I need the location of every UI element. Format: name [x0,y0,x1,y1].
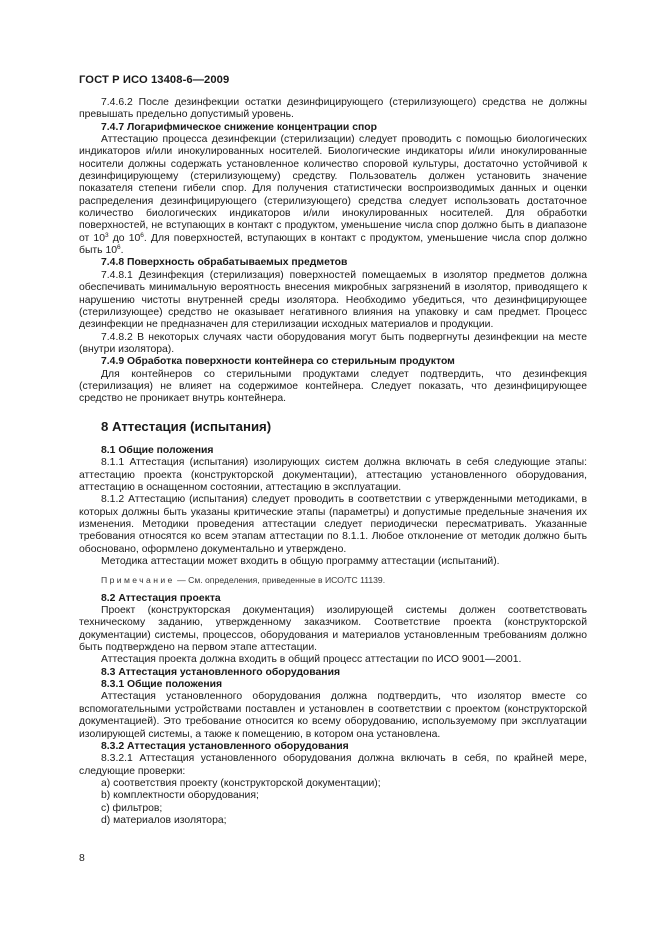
heading-section-8: 8 Аттестация (испытания) [101,418,272,434]
paragraph-8-3-1: Аттестация установленного оборудования должна подтвердить, что изолятор вместе со вспомогательными устройствами поставлен и установлен в соответствии с проектом (конструкторской документацией). Это требование относится ко всему оборудованию, используемому при эксплуатации изолирующей системы, а также к помещению, в котором она установлена. [79,691,587,740]
text-segment: . [120,245,124,257]
heading-8-1: 8.1 Общие положения [101,444,214,456]
paragraph-7-4-8-2: 7.4.8.2 В некоторых случаях части оборудования могут быть подвергнуты дезинфекции на месте (внутри изолятора). [79,331,587,355]
note-text: — См. определения, приведенные в ИСО/ТС 11139. [174,575,386,586]
text-segment: . Для поверхностей, вступающих в контакт с продуктом, уменьшение числа спор должно быть 10 [79,232,587,257]
document-header: ГОСТ Р ИСО 13408-6—2009 [79,74,230,86]
superscript: 6 [140,231,144,239]
note-label: Примечание [101,575,175,586]
text-segment: Аттестацию процесса дезинфекции (стерилизации) следует проводить с помощью биологических индикаторов и/или инокулированных носителей. Биологические индикаторы и/или инокулированные носители должны содержать установленное количество споровой культуры, достаточно устойчивой к дезинфицирующему (стерилизующему) средству. Пользователь должен установить значение показателя степени гибели спор. Для получения статистически воспроизводимых данных и оценки распределения дезинфицирующего (стерилизующего) средства следует использовать достаточное количество биологических индикаторов и/или инокулированных носителей. Для обработки поверхностей, не вступающих в контакт с продуктом, уменьшение числа спор должно быть в диапазоне от 10 [79,134,587,244]
note [79,574,587,586]
heading-7-4-7: 7.4.7 Логарифмическое снижение концентрации спор [101,121,377,133]
document-body [79,97,587,827]
text-segment: до 10 [108,232,141,244]
page-number: 8 [79,853,85,864]
superscript: 6 [117,244,121,252]
superscript: 3 [105,231,109,239]
paragraph-8-2: Проект (конструкторская документация) изолирующей системы должен соответствовать техническому заданию, утвержденному заказчиком. Соответствие проекта (конструкторской документации) системы, процессов, оборудования и материалов установленным требованиям должно быть подтверждено на первом этапе аттестации. [79,605,587,654]
paragraph-8-1-2: 8.1.2 Аттестацию (испытания) следует проводить в соответствии с утвержденными методиками, в которых должны быть указаны критические этапы (параметры) и допустимые предельные значения их изменения. Методики проведения аттестации следует периодически пересматривать. Указанные требования относятся ко всем этапам аттестации по 8.1.1. Любое отклонение от методик должно быть обосновано, оформлено документально и утверждено. [79,494,587,555]
list-item: a) соответствия проекту (конструкторской документации); [101,777,381,789]
heading-8-3-2: 8.3.2 Аттестация установленного оборудования [101,740,349,752]
paragraph-8-2-b: Аттестация проекта должна входить в общий процесс аттестации по ИСО 9001—2001. [101,654,522,666]
paragraph-7-4-8-1: 7.4.8.1 Дезинфекция (стерилизация) поверхностей помещаемых в изолятор предметов должна обеспечивать минимальную вероятность внесения микробных загрязнений в изолятор, приводящего к нарушению чистоты внутренней среды изолятора. Необходимо убедиться, что дезинфицирующее (стерилизующее) средство не оказывает негативного влияния на упаковку и сам предмет. Процесс дезинфекции не предназначен для стерилизации исходных материалов и продукции. [79,269,587,331]
paragraph-7-4-7 [79,134,587,257]
paragraph-8-3-2-1: 8.3.2.1 Аттестация установленного оборудования должна включать в себя, по крайней мере, следующие проверки: [79,753,587,777]
heading-7-4-9: 7.4.9 Обработка поверхности контейнера со стерильным продуктом [101,356,455,368]
list-item: b) комплектности оборудования; [101,790,259,802]
heading-8-2: 8.2 Аттестация проекта [101,592,221,604]
heading-7-4-8: 7.4.8 Поверхность обрабатываемых предметов [101,257,348,269]
paragraph-8-1-1: 8.1.1 Аттестация (испытания) изолирующих систем должна включать в себя следующие этапы: аттестацию проекта (конструкторской документации), аттестацию установленного оборудования, аттестацию в оснащенном состоянии, аттестацию в эксплуатации. [79,457,587,493]
list-item: d) материалов изолятора; [101,814,227,826]
heading-8-3-1: 8.3.1 Общие положения [101,679,223,691]
heading-8-3: 8.3 Аттестация установленного оборудования [101,666,341,678]
paragraph-7-4-9: Для контейнеров со стерильными продуктами следует подтвердить, что дезинфекция (стерилизация) не влияет на содержимое контейнера. Следует показать, что дезинфицирующее средство не проникает внутрь контейнера. [79,368,587,405]
paragraph-7-4-6-2: 7.4.6.2 После дезинфекции остатки дезинфицирующего (стерилизующего) средства не должны превышать предельно допустимый уровень. [79,97,587,121]
list-item: c) фильтров; [101,802,163,814]
paragraph-8-1-2-b: Методика аттестации может входить в общую программу аттестации (испытаний). [101,556,500,568]
